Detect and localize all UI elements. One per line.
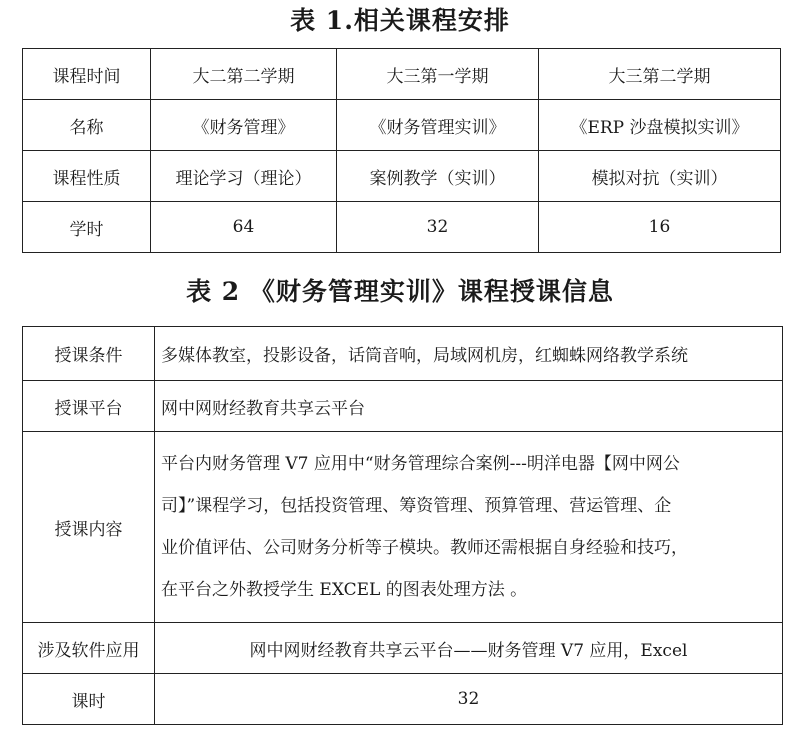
table-row: [23, 49, 781, 100]
conditions-value: 多媒体教室，投影设备，话筒音响，局域网机房，红蜘蛛网络教学系统: [155, 327, 783, 381]
table-cell: 《ERP 沙盘模拟实训》: [539, 100, 781, 151]
table-row: [23, 381, 783, 432]
table-cell: 《财务管理》: [151, 100, 337, 151]
content-value: 平台内财务管理 V7 应用中“财务管理综合案例---明洋电器【网中网公 司】”课程学习，包括投资管理、筹资管理、预算管理、营运管理、企 业价值评估、公司财务分析等子模块。教师还需根据自身经验和技巧， 在平台之外教授学生 EXCEL 的图表处理方法 。: [155, 432, 783, 623]
table-cell: 大三第一学期: [337, 49, 539, 100]
table-row: [23, 623, 783, 674]
row-label-content: 授课内容: [23, 432, 155, 623]
row-label-class-hours: 课时: [23, 674, 155, 725]
software-value: 网中网财经教育共享云平台——财务管理 V7 应用，Excel: [155, 623, 783, 674]
table-cell: 32: [337, 202, 539, 253]
table-row: [23, 674, 783, 725]
table1-title: 表 1.相关课程安排: [290, 6, 510, 35]
table-row: [23, 202, 781, 253]
course-schedule-table: [22, 48, 781, 253]
table-cell: 模拟对抗（实训）: [539, 151, 781, 202]
platform-value: 网中网财经教育共享云平台: [155, 381, 783, 432]
table-cell: 16: [539, 202, 781, 253]
table-row: [23, 151, 781, 202]
class-hours-value: 32: [155, 674, 783, 725]
row-label-conditions: 授课条件: [23, 327, 155, 381]
row-label-hours: 学时: [23, 202, 151, 253]
course-info-table: [22, 326, 783, 725]
table-row: [23, 100, 781, 151]
row-label-course-time: 课程时间: [23, 49, 151, 100]
table-row: [23, 432, 783, 623]
row-label-name: 名称: [23, 100, 151, 151]
row-label-software: 涉及软件应用: [23, 623, 155, 674]
table-row: [23, 327, 783, 381]
table-cell: 64: [151, 202, 337, 253]
table-cell: 大二第二学期: [151, 49, 337, 100]
table-cell: 《财务管理实训》: [337, 100, 539, 151]
table-cell: 大三第二学期: [539, 49, 781, 100]
row-label-course-nature: 课程性质: [23, 151, 151, 202]
row-label-platform: 授课平台: [23, 381, 155, 432]
table2-title: 表 2 《财务管理实训》课程授课信息: [186, 277, 614, 306]
table-cell: 理论学习（理论）: [151, 151, 337, 202]
table-cell: 案例教学（实训）: [337, 151, 539, 202]
